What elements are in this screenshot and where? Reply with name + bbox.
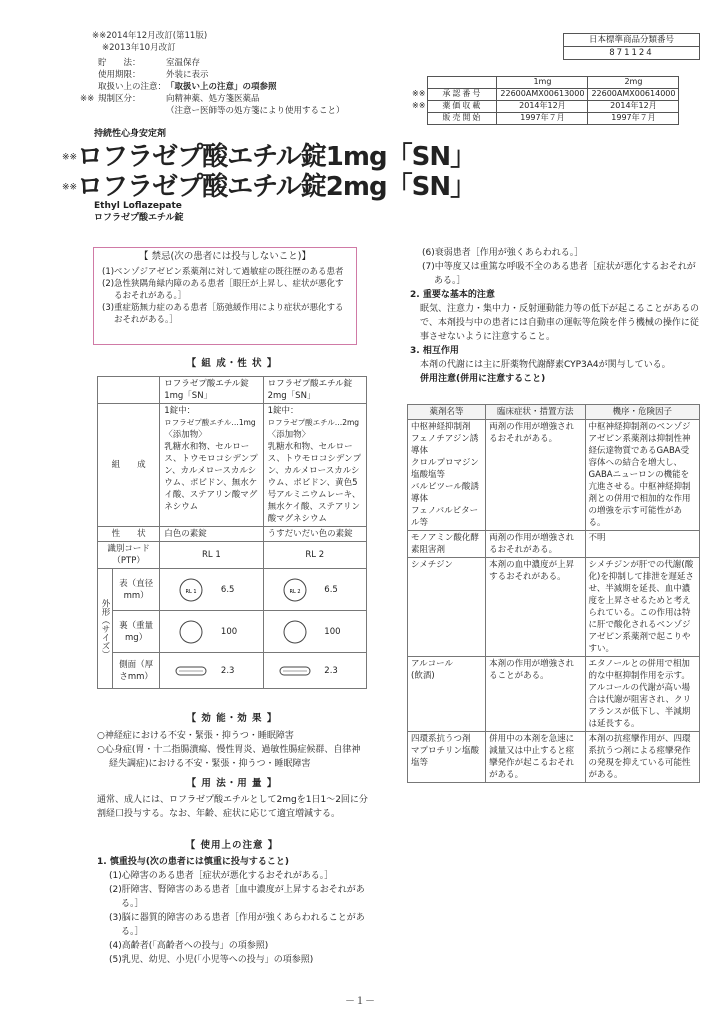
approval-value: 1997年７月	[497, 113, 588, 125]
back-1mg	[160, 611, 263, 653]
careful-item: (3)脳に器質的障害のある患者［作用が強くあらわれることがある。］	[109, 913, 365, 937]
revision-history	[92, 30, 207, 54]
back-weight: 100	[324, 627, 341, 637]
important-text: 眠気、注意力・集中力・反射運動能力等の低下が起こることがあるので、本剤投与中の患者には自動車の運転等危険を伴う機械の操作に従事させないように注意すること。	[420, 304, 700, 342]
title-text: ロフラゼプ酸エチル錠2mg「SN」	[77, 172, 476, 202]
front-label: 表（直径mm）	[113, 569, 160, 611]
careful-item: (7)中等度又は重篤な呼吸不全のある患者［症状が悪化するおそれがある。］	[422, 262, 696, 286]
approval-label: 承認番号	[428, 89, 497, 101]
approval-header: 1mg	[497, 77, 588, 89]
drug-cell: アルコール (飲酒)	[408, 657, 486, 732]
classification-box	[563, 33, 700, 60]
approval-value: 2014年12月	[588, 101, 679, 113]
code-label: 識別コード（PTP）	[98, 542, 160, 569]
approval-header: 2mg	[588, 77, 679, 89]
storage-value: （注意ー医師等の処方箋により使用すること）	[166, 106, 345, 116]
dosage-text: 通常、成人には、ロフラゼプ酸エチルとして2mgを1日1～2回に分割経口投与する。なお、年齢、症状に応じて適宜増減する。	[97, 795, 368, 819]
classification-number: 871124	[564, 46, 699, 59]
interaction-heading: 3. 相互作用	[410, 346, 459, 356]
composition-label: 組 成	[98, 404, 160, 527]
back-label: 裏（重量mg）	[113, 611, 160, 653]
mark	[80, 57, 98, 69]
mark	[80, 81, 98, 93]
composition-2mg	[263, 404, 366, 527]
efficacy-item: ○心身症(胃・十二指腸潰瘍、慢性胃炎、過敏性腸症候群、自律神経失調症)における不安・緊張・抑うつ・睡眠障害	[97, 745, 361, 769]
concomitant-heading: 併用注意(併用に注意すること)	[420, 374, 546, 384]
symptom-cell: 本剤の血中濃度が上昇するおそれがある。	[486, 558, 585, 657]
storage-value: 室温保存	[166, 58, 201, 68]
side-1mg	[160, 653, 263, 689]
tablet-back-icon	[176, 617, 206, 647]
shape-label: 外形（サイズ）	[98, 569, 113, 689]
mark: ※※	[412, 101, 426, 111]
english-name: Ethyl Loflazepate	[94, 201, 182, 211]
contraindication-item: (2)急性狭隅角緑内障のある患者［眼圧が上昇し、症状が悪化するおそれがある。］	[102, 278, 344, 301]
drug-cell: 中枢神経抑制剤 フェノチアジン誘導体 クロルプロマジン塩酸塩等 バルビツール酸誘導体 フェノバルビタール等	[408, 420, 486, 531]
composition-table	[97, 376, 367, 689]
mark: ※※	[62, 182, 78, 193]
interaction-table	[407, 404, 700, 783]
mark: ※※	[412, 89, 426, 99]
efficacy-item: ○神経症における不安・緊張・抑うつ・睡眠障害	[97, 731, 294, 741]
symptom-cell: 両剤の作用が増強されるおそれがある。	[486, 531, 585, 558]
tablet-back-icon	[280, 617, 310, 647]
careful-item: (5)乳児、幼児、小児(「小児等への投与」の項参照)	[109, 955, 314, 965]
side-thickness: 2.3	[324, 666, 338, 676]
property-1mg: 白色の素錠	[160, 527, 263, 542]
storage-label: 規制区分：	[98, 94, 141, 104]
back-weight: 100	[220, 627, 238, 637]
precautions-heading: 【 使用上の注意 】	[185, 840, 279, 851]
contraindications-box	[93, 247, 357, 345]
code-1mg: RL 1	[160, 542, 263, 569]
storage-label: 貯 法：	[98, 58, 141, 68]
contraindication-item: (3)重症筋無力症のある患者［筋弛緩作用により症状が悪化するおそれがある。］	[102, 302, 344, 325]
col-header-2mg: ロフラゼプ酸エチル錠2mg「SN」	[263, 377, 366, 404]
storage-value: 向精神薬、処方箋医薬品	[166, 94, 260, 104]
tablet-imprint: RL 1	[185, 588, 197, 595]
approval-label: 販売開始	[428, 113, 497, 125]
side-2mg	[263, 653, 366, 689]
front-2mg	[263, 569, 366, 611]
tablet-front-icon	[176, 575, 206, 605]
precautions-continued	[410, 246, 700, 386]
comp-line: 〈添加物〉	[164, 430, 207, 440]
drug-category: 持続性心身安定剤	[94, 129, 167, 139]
careful-item: (6)衰弱患者［作用が強くあらわれる。］	[422, 248, 584, 258]
contraindications-heading: 【 禁忌(次の患者には投与しないこと)】	[139, 251, 311, 262]
comp-line: 1錠中：	[267, 406, 299, 416]
col-header: 機序・危険因子	[585, 405, 699, 420]
careful-item: (1)心障害のある患者［症状が悪化するおそれがある。］	[109, 871, 334, 881]
approval-value: 22600AMX00614000	[588, 89, 679, 101]
approval-value: 1997年７月	[588, 113, 679, 125]
storage-value: 「取扱い上の注意」の項参照	[166, 82, 277, 92]
efficacy-section	[97, 729, 369, 771]
comp-line: ロフラゼプ酸エチル…1mg	[164, 418, 256, 427]
revision-line: ※※2014年12月改訂(第11版)	[92, 31, 208, 41]
code-2mg: RL 2	[263, 542, 366, 569]
storage-label: 使用期限：	[98, 70, 141, 80]
symptom-cell: 本剤の作用が増強されることがある。	[486, 657, 585, 732]
mark	[80, 69, 98, 81]
comp-line: ロフラゼプ酸エチル…2mg	[267, 418, 360, 427]
mechanism-cell: 不明	[585, 531, 699, 558]
mark: ※※	[80, 94, 95, 104]
storage-label	[98, 105, 166, 117]
mark	[409, 113, 428, 125]
japanese-name: ロフラゼプ酸エチル錠	[94, 213, 184, 223]
drug-cell: シメチジン	[408, 558, 486, 657]
tablet-imprint: RL 2	[289, 588, 301, 595]
classification-label: 日本標準商品分類番号	[588, 35, 674, 45]
front-size: 6.5	[220, 585, 235, 595]
generic-name	[94, 200, 184, 224]
precautions-section	[97, 855, 369, 967]
efficacy-heading: 【 効 能・効 果 】	[186, 713, 278, 724]
contraindication-item: (1)ベンゾジアゼピン系薬剤に対して過敏症の既往歴のある患者	[102, 266, 344, 277]
approval-value: 2014年12月	[497, 101, 588, 113]
mark: ※※	[62, 152, 78, 163]
front-1mg	[160, 569, 263, 611]
title-text: ロフラゼプ酸エチル錠1mg「SN」	[77, 142, 476, 172]
property-2mg: うすだいだい色の素錠	[263, 527, 366, 542]
tablet-side-icon	[174, 664, 208, 678]
important-heading: 2. 重要な基本的注意	[410, 290, 495, 300]
comp-line: 1錠中：	[164, 406, 196, 416]
comp-line: 〈添加物〉	[267, 430, 311, 440]
careful-item: (2)肝障害、腎障害のある患者［血中濃度が上昇するおそれがある。］	[109, 885, 365, 909]
composition-heading: 【 組 成・性 状 】	[186, 358, 278, 369]
comp-line: 乳糖水和物、セルロース、トウモロコシデンプン、カルメロースカルシウム、ポビドン、無水ケイ酸、ステアリン酸マグネシウム	[164, 442, 258, 512]
front-size: 6.5	[324, 585, 338, 595]
comp-line: 乳糖水和物、セルロース、トウモロコシデンプン、カルメロースカルシウム、ポビドン、黄色5号アルミニウムレーキ、無水ケイ酸、ステアリン酸マグネシウム	[267, 442, 362, 524]
mechanism-cell: シメチジンが肝での代謝(酸化)を抑制して排泄を遅延させ、半減期を延長、血中濃度を上昇させるためと考えられている。この作用は特に肝で酸化されるベンゾジアゼピン系薬剤で起こりやすい。	[585, 558, 699, 657]
approval-value: 22600AMX00613000	[497, 89, 588, 101]
tablet-side-icon	[278, 664, 312, 678]
mechanism-cell: エタノールとの併用で相加的な中枢抑制作用を示す。アルコールの代謝が高い場合は代謝が阻害され、クリアランスが低下し、半減期は延長する。	[585, 657, 699, 732]
mechanism-cell: 本剤の抗痙攣作用が、四環系抗うつ剤による痙攣発作の発現を抑えている可能性がある。	[585, 732, 699, 783]
careful-admin-heading: 1. 慎重投与(次の患者には慎重に投与すること)	[97, 857, 290, 867]
col-header-1mg: ロフラゼプ酸エチル錠1mg「SN」	[160, 377, 263, 404]
revision-line: ※2013年10月改訂	[102, 43, 176, 53]
side-thickness: 2.3	[220, 666, 235, 676]
careful-item: (4)高齢者(「高齢者への投与」の項参照)	[109, 941, 269, 951]
symptom-cell: 併用中の本剤を急速に減量又は中止すると痙攣発作が起こるおそれがある。	[486, 732, 585, 783]
side-label: 側面（厚さmm）	[113, 653, 160, 689]
dosage-section	[97, 793, 369, 821]
interaction-text: 本剤の代謝には主に肝薬物代謝酵素CYP3A4が関与している。	[420, 360, 671, 370]
property-label: 性 状	[98, 527, 160, 542]
drug-cell: モノアミン酸化酵素阻害剤	[408, 531, 486, 558]
storage-value: 外装に表示	[166, 70, 209, 80]
col-header: 薬剤名等	[408, 405, 486, 420]
tablet-front-icon	[280, 575, 310, 605]
back-2mg	[263, 611, 366, 653]
drug-cell: 四環系抗うつ剤 マプロチリン塩酸塩等	[408, 732, 486, 783]
approval-table	[409, 76, 679, 125]
dosage-heading: 【 用 法・用 量 】	[186, 778, 278, 789]
storage-label: 取扱い上の注意：	[98, 82, 167, 92]
mechanism-cell: 中枢神経抑制剤のベンゾジアゼピン系薬剤は抑制性神経伝達物質であるGABA受容体への結合を増大し、GABAニューロンの機能を亢進させる。中枢神経抑制剤との併用で相加的な作用の増強を示す可能性がある。	[585, 420, 699, 531]
approval-label: 薬価収載	[428, 101, 497, 113]
symptom-cell: 両剤の作用が増強されるおそれがある。	[486, 420, 585, 531]
composition-1mg	[160, 404, 263, 527]
col-header: 臨床症状・措置方法	[486, 405, 585, 420]
page-number: －１－	[345, 996, 375, 1007]
storage-info	[80, 57, 345, 117]
mark	[80, 105, 98, 117]
